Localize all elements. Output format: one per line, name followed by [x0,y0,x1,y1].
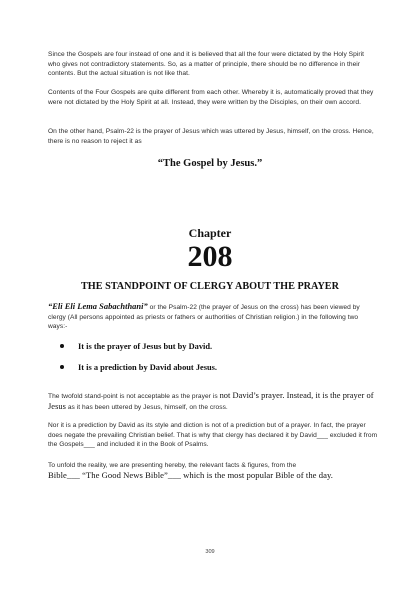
paragraph-reality-start: To unfold the reality, we are presenting hereby, the relevant facts & figures, from the [48,462,297,469]
paragraph-eli-eli [48,302,378,332]
quote-title: “The Gospel by Jesus.” [157,158,263,169]
prayer-quote: “Eli Eli Lema Sabachthani” [48,302,148,311]
paragraph-twofold-end: as it has been uttered by Jesus, himself, on the cross. [65,403,228,411]
paragraph-eli-eli-text: or the Psalm-22 (the prayer of Jesus on the cross) has been viewed by clergy (All persons appointed as priests or fathers or authorities of Christian religion.) in the following two ways:- [48,304,360,331]
list-item-text: It is the prayer of Jesus but by David. [78,342,213,351]
paragraph-gospels-four: Since the Gospels are four instead of one and it is believed that all the four were dictated by the Holy Spirit who gives not contradictory statements. So, as a matter of principle, there should be no difference in their contents. But the actual situation is not like that. [48,51,364,78]
list-item-text: It is a prediction by David about Jesus. [78,363,217,372]
paragraph-twofold [48,391,378,412]
bullet-list [60,341,380,373]
paragraph-gospels-contents: Contents of the Four Gospels are quite different from each other. Whereby it is, automatically proved that they were not dictated by the Holy Spirit at all. Instead, they were written by the Disciples, on their own accord. [48,89,374,106]
page-number: 309 [205,549,215,555]
list-item [60,362,380,373]
paragraph-reality [48,461,378,481]
paragraph-twofold-serif: not David’s prayer. Instead, it is the prayer of Jesus [48,391,374,411]
paragraph-twofold-start: The twofold stand-point is not acceptable as the prayer is [48,393,220,400]
bible-line: Bible___ “The Good News Bible”___ which is the most popular Bible of the day. [48,469,333,480]
chapter-number: 208 [187,240,233,273]
bullet-icon [60,344,64,348]
chapter-label: Chapter [188,226,232,240]
list-item [60,341,380,352]
bullet-icon [60,365,64,369]
paragraph-prediction: Nor it is a prediction by David as its style and diction is not of a prediction but of a prayer. In fact, the prayer does negate the prevailing Christian belief. That is why that clergy has declared it by David___ excluded it from the Gospels___ and included it in the Book of Psalms. [48,422,378,449]
section-heading: THE STANDPOINT OF CLERGY ABOUT THE PRAYER [81,281,339,292]
paragraph-psalm-22: On the other hand, Psalm-22 is the prayer of Jesus which was uttered by Jesus, himself, on the cross. Hence, there is no reason to reject it as [48,128,374,145]
